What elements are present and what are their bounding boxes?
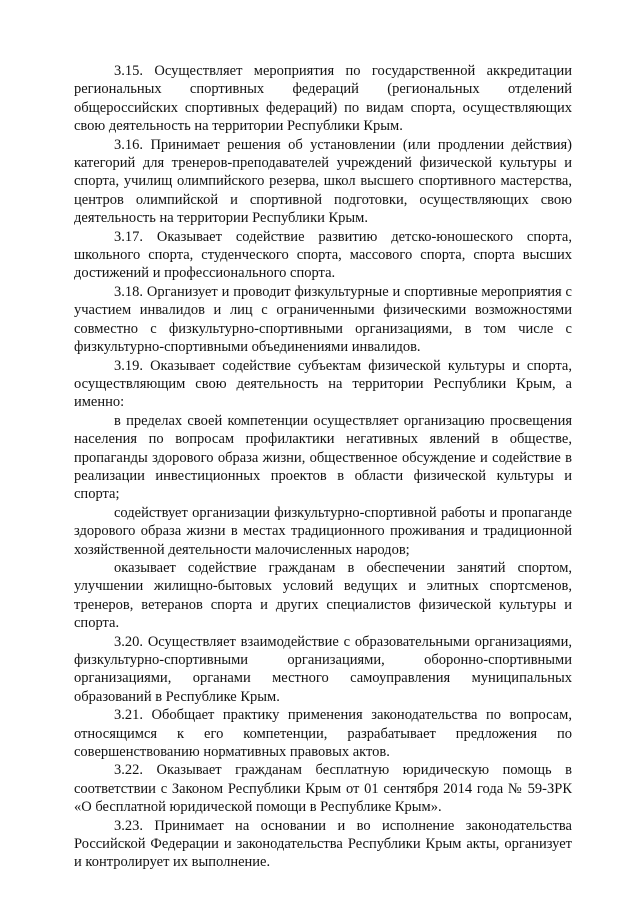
paragraph-3-18: 3.18. Организует и проводит физкультурные и спортивные мероприятия с участием инвалидов и лиц с ограниченными физическими возможностями совместно с физкультурно-спортивными организациями, в том числе с физкультурно-спортивными объединениями инвалидов. [74,283,572,356]
paragraph-3-19: 3.19. Оказывает содействие субъектам физической культуры и спорта, осуществляющим свою деятельность на территории Республики Крым, а именно: [74,357,572,411]
paragraph-3-19-item-1: в пределах своей компетенции осуществляет организацию просвещения населения по вопросам профилактики негативных явлений в обществе, пропаганды здорового образа жизни, общественное обсуждение и содействие в реализации инвестиционных проектов в области физической культуры и спорта; [74,412,572,503]
paragraph-3-16: 3.16. Принимает решения об установлении (или продлении действия) категорий для тренеров-преподавателей учреждений физической культуры и спорта, училищ олимпийского резерва, школ высшего спортивного мастерства, центров олимпийской и спортивной подготовки, осуществляющих свою деятельность на территории Республики Крым. [74,136,572,227]
paragraph-3-19-item-3: оказывает содействие гражданам в обеспечении занятий спортом, улучшении жилищно-бытовых условий ведущих и элитных спортсменов, тренеров, ветеранов спорта и других специалистов физической культуры и спорта. [74,559,572,632]
paragraph-3-22: 3.22. Оказывает гражданам бесплатную юридическую помощь в соответствии с Законом Республики Крым от 01 сентября 2014 года № 59-ЗРК «О бесплатной юридической помощи в Республике Крым». [74,762,572,816]
paragraph-3-20: 3.20. Осуществляет взаимодействие с образовательными организациями, физкультурно-спортивными организациями, оборонно-спортивными организациями, органами местного самоуправления муниципальных образований в Республике Крым. [74,633,572,705]
document-page [74,62,572,872]
paragraph-3-19-item-2: содействует организации физкультурно-спортивной работы и пропаганде здорового образа жизни в местах традиционного проживания и традиционной хозяйственной деятельности малочисленных народов; [74,504,572,558]
paragraph-3-23: 3.23. Принимает на основании и во исполнение законодательства Российской Федерации и законодательства Республики Крым акты, организует и контролирует их выполнение. [74,817,572,871]
paragraph-3-21: 3.21. Обобщает практику применения законодательства по вопросам, относящимся к его компетенции, разрабатывает предложения по совершенствованию нормативных правовых актов. [74,707,572,761]
paragraph-3-15: 3.15. Осуществляет мероприятия по государственной аккредитации региональных спортивных федераций (региональных отделений общероссийских спортивных федераций) по видам спорта, осуществляющих свою деятельность на территории Республики Крым. [74,63,572,135]
paragraph-3-17: 3.17. Оказывает содействие развитию детско-юношеского спорта, школьного спорта, студенческого спорта, массового спорта, спорта высших достижений и профессионального спорта. [74,228,572,282]
